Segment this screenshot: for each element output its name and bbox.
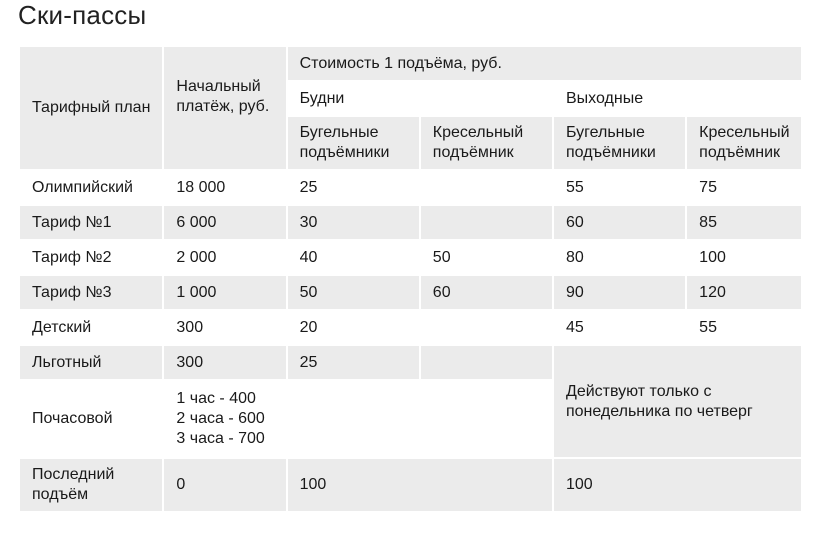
table-row: [19, 205, 802, 240]
weekday-price: 100: [287, 458, 553, 512]
weekday-chair-price: [420, 380, 553, 458]
weekday-drag-price: [287, 380, 420, 458]
table-row: [19, 275, 802, 310]
weekend-chair-price: 100: [686, 240, 802, 275]
plan-name: Льготный: [19, 345, 163, 380]
weekend-chair-price: 55: [686, 310, 802, 345]
table-row: [19, 345, 802, 380]
header-cost-group: Стоимость 1 подъёма, руб.: [287, 46, 802, 81]
weekday-chair-price: 60: [420, 275, 553, 310]
table-row: [19, 458, 802, 512]
plan-name: Тариф №3: [19, 275, 163, 310]
weekend-drag-price: 45: [553, 310, 686, 345]
hourly-rate-line: 2 часа - 600: [176, 410, 265, 427]
header-weekdays-drag-lift: Бугельные подъёмники: [287, 116, 420, 170]
plan-name: Почасовой: [19, 380, 163, 458]
weekend-drag-price: 55: [553, 170, 686, 205]
weekday-drag-price: 30: [287, 205, 420, 240]
header-weekends-drag-lift: Бугельные подъёмники: [553, 116, 686, 170]
weekend-chair-price: 75: [686, 170, 802, 205]
weekday-drag-price: 25: [287, 345, 420, 380]
plan-name: Олимпийский: [19, 170, 163, 205]
header-row: [19, 46, 802, 81]
weekday-drag-price: 50: [287, 275, 420, 310]
weekday-chair-price: [420, 205, 553, 240]
plan-name: Тариф №2: [19, 240, 163, 275]
plan-name: Последний подъём: [19, 458, 163, 512]
table-row: [19, 310, 802, 345]
initial-payment: 6 000: [163, 205, 286, 240]
weekend-note: Действуют только с понедельника по четверг: [553, 345, 802, 458]
weekday-drag-price: 20: [287, 310, 420, 345]
header-weekends-chair-lift: Кресельный подъёмник: [686, 116, 802, 170]
header-initial-payment: Начальный платёж, руб.: [163, 46, 286, 170]
table-row: [19, 240, 802, 275]
initial-payment-hourly: [163, 380, 286, 458]
page-title: Ски-пассы: [18, 0, 147, 30]
weekend-drag-price: 90: [553, 275, 686, 310]
weekday-drag-price: 25: [287, 170, 420, 205]
weekday-chair-price: 50: [420, 240, 553, 275]
weekday-chair-price: [420, 345, 553, 380]
weekend-drag-price: 60: [553, 205, 686, 240]
header-plan: Тарифный план: [19, 46, 163, 170]
initial-payment: 2 000: [163, 240, 286, 275]
header-weekdays: Будни: [287, 81, 553, 116]
weekday-chair-price: [420, 170, 553, 205]
initial-payment: 0: [163, 458, 286, 512]
header-weekends: Выходные: [553, 81, 802, 116]
weekday-drag-price: 40: [287, 240, 420, 275]
initial-payment: 1 000: [163, 275, 286, 310]
header-weekdays-chair-lift: Кресельный подъёмник: [420, 116, 553, 170]
plan-name: Тариф №1: [19, 205, 163, 240]
weekend-chair-price: 120: [686, 275, 802, 310]
plan-name: Детский: [19, 310, 163, 345]
weekend-chair-price: 85: [686, 205, 802, 240]
initial-payment: 300: [163, 345, 286, 380]
weekend-drag-price: 80: [553, 240, 686, 275]
initial-payment: 18 000: [163, 170, 286, 205]
hourly-rate-line: 3 часа - 700: [176, 430, 265, 447]
weekend-price: 100: [553, 458, 802, 512]
table-row: [19, 170, 802, 205]
weekday-chair-price: [420, 310, 553, 345]
ski-pass-table: [18, 45, 803, 513]
hourly-rate-line: 1 час - 400: [176, 390, 256, 407]
initial-payment: 300: [163, 310, 286, 345]
